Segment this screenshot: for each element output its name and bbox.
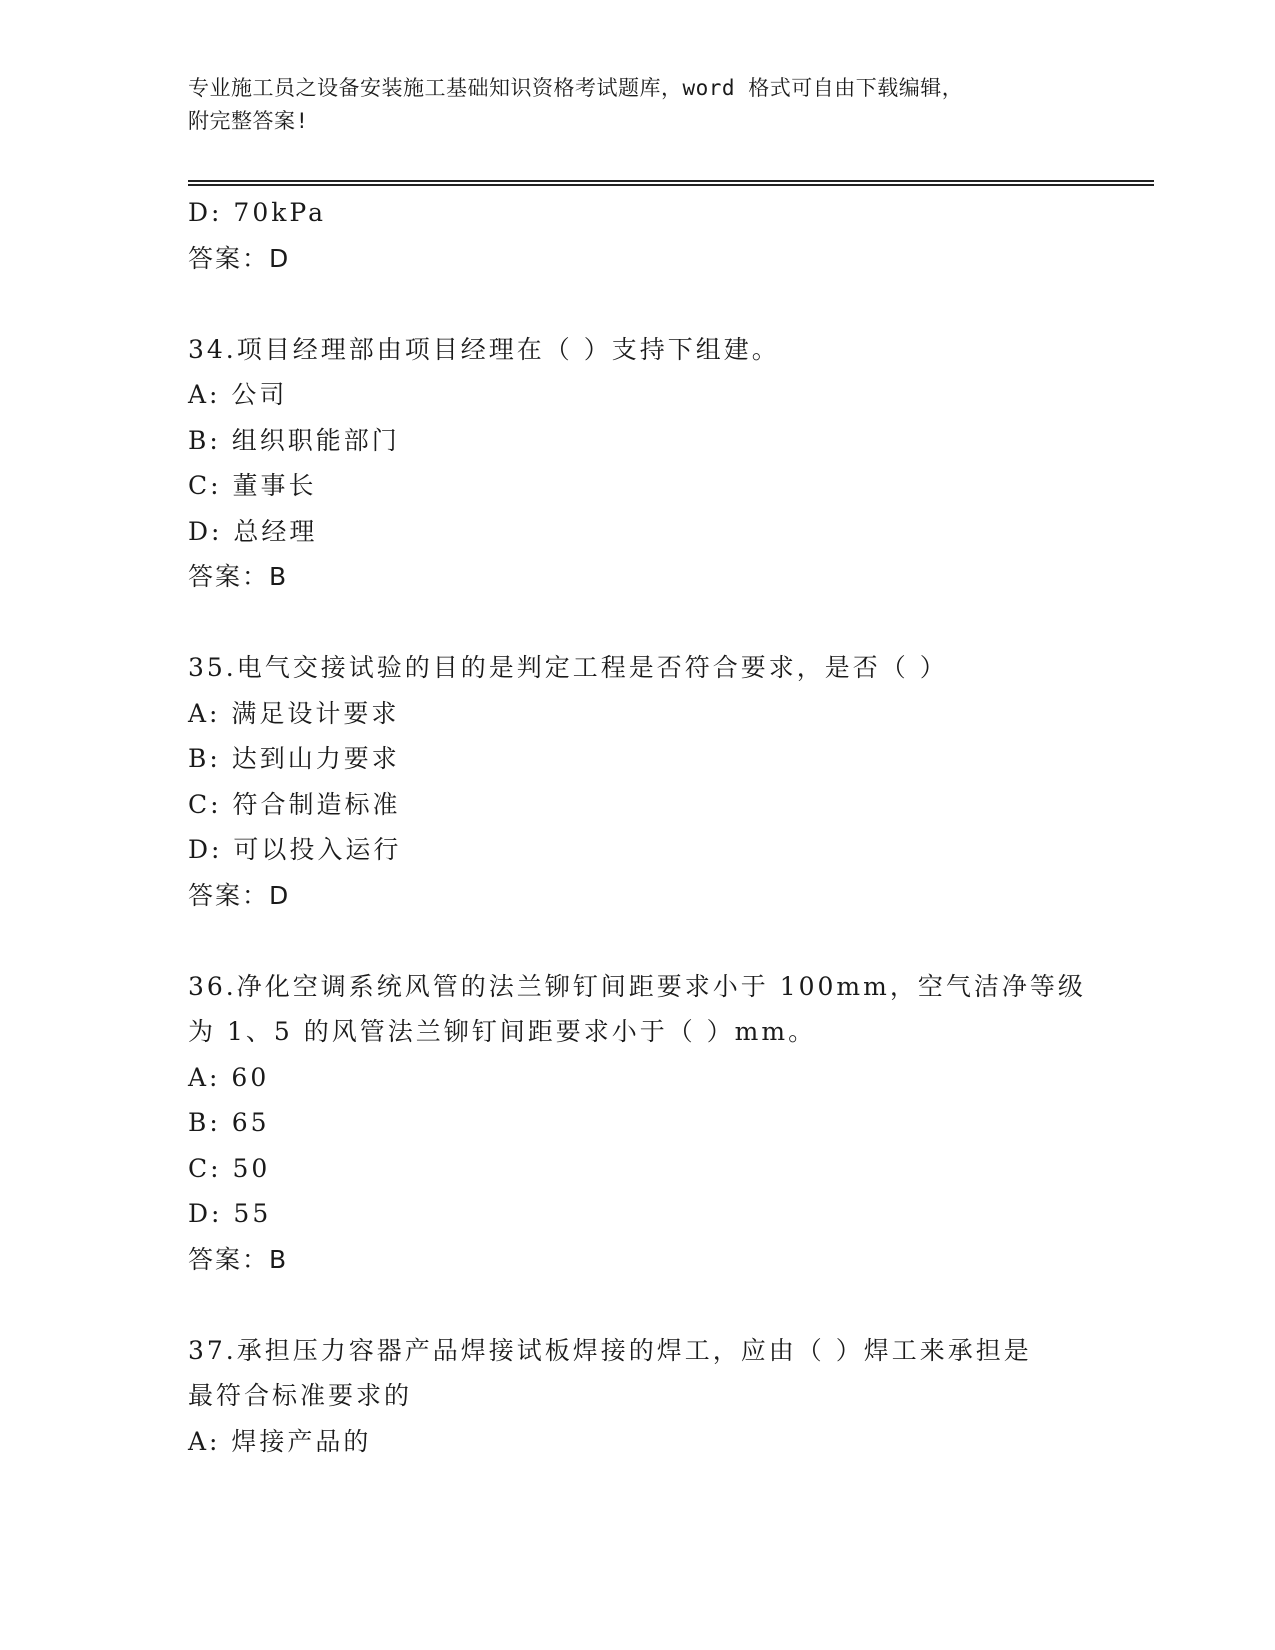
option-c: C: 董事长 xyxy=(188,471,317,500)
question-stem: 35.电气交接试验的目的是判定工程是否符合要求，是否（ ） xyxy=(188,653,948,682)
header-line-2: 附完整答案! xyxy=(188,109,309,133)
option-b: B: 达到山力要求 xyxy=(188,744,400,773)
option-a: A: 焊接产品的 xyxy=(188,1426,372,1456)
header-divider-bottom xyxy=(188,184,1154,186)
option-b: B: 组织职能部门 xyxy=(188,425,400,455)
question-36 xyxy=(188,964,1148,1283)
option-d: D: 55 xyxy=(188,1199,272,1228)
option-a: A: 满足设计要求 xyxy=(188,698,400,728)
option-a: A: 公司 xyxy=(188,380,288,409)
header-divider-top xyxy=(188,180,1154,182)
question-spacer xyxy=(188,600,1148,646)
header-line-1: 专业施工员之设备安装施工基础知识资格考试题库，word 格式可自由下载编辑， xyxy=(188,76,964,100)
question-list xyxy=(188,190,1148,1464)
option-d: D: 总经理 xyxy=(188,516,318,546)
question-37 xyxy=(188,1328,1148,1465)
question-33-tail xyxy=(188,190,1148,281)
question-35 xyxy=(188,645,1148,918)
question-stem: 34.项目经理部由项目经理在（ ）支持下组建。 xyxy=(188,334,780,364)
question-stem-line-1: 36.净化空调系统风管的法兰铆钉间距要求小于 100mm，空气洁净等级 xyxy=(188,971,1086,1001)
option-c: C: 50 xyxy=(188,1153,271,1183)
document-header xyxy=(188,72,1088,138)
question-stem-line-2: 最符合标准要求的 xyxy=(188,1381,413,1410)
answer-label: 答案：D xyxy=(188,880,291,910)
question-spacer xyxy=(188,918,1148,964)
question-spacer xyxy=(188,281,1148,327)
answer-label: 答案：D xyxy=(188,243,291,273)
question-stem-line-1: 37.承担压力容器产品焊接试板焊接的焊工，应由（ ）焊工来承担是 xyxy=(188,1335,1032,1365)
option-d: D: 70kPa xyxy=(188,198,326,227)
option-c: C: 符合制造标准 xyxy=(188,789,401,819)
question-spacer xyxy=(188,1282,1148,1328)
option-a: A: 60 xyxy=(188,1062,270,1092)
question-stem-line-2: 为 1、5 的风管法兰铆钉间距要求小于（ ）mm。 xyxy=(188,1017,817,1046)
answer-label: 答案：B xyxy=(188,1244,289,1274)
question-34 xyxy=(188,327,1148,600)
option-b: B: 65 xyxy=(188,1108,270,1137)
answer-label: 答案：B xyxy=(188,562,289,591)
option-d: D: 可以投入运行 xyxy=(188,835,402,864)
